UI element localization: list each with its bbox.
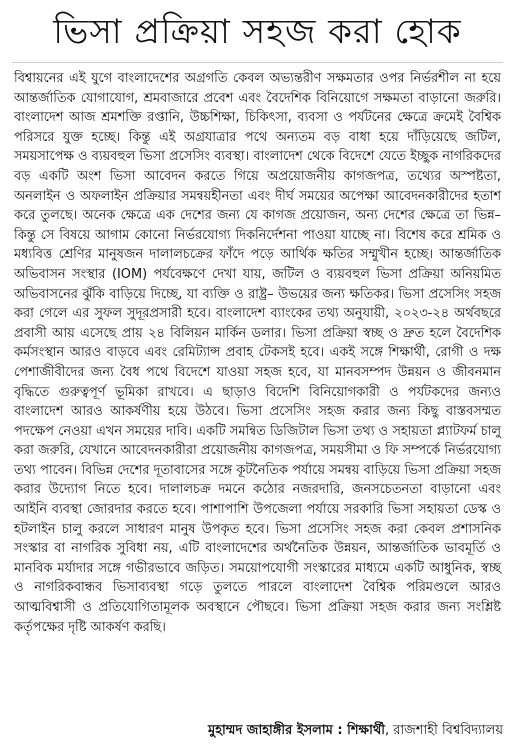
letter-article — [12, 4, 503, 740]
author-role: শিক্ষার্থী — [347, 723, 385, 738]
author-name: মুহাম্মদ জাহাঙ্গীর ইসলাম — [207, 723, 333, 738]
author-institution: , রাজশাহী বিশ্ববিদ্যালয় — [384, 723, 503, 738]
article-title: ভিসা প্রক্রিয়া সহজ করা হোক — [12, 4, 503, 63]
article-body: বিশ্বায়নের এই যুগে বাংলাদেশের অগ্রগতি কেবল অভ্যন্তরীণ সক্ষমতার ওপর নির্ভরশীল না হয়ে আন্তর্জাতিক যোগাযোগ, শ্রমবাজারে প্রবেশ এবং বৈদেশিক বিনিয়োগে সক্ষমতা বাড়ানো জরুরি। বাংলাদেশ আজ শ্রমশক্তি রপ্তানি, উচ্চশিক্ষা, চিকিৎসা, ব্যবসা ও পর্যটনের ক্ষেত্রে ক্রমেই বৈশ্বিক পরিসরে যুক্ত হচ্ছে। কিন্তু এই অগ্রযাত্রার পথে অন্যতম বড় বাধা হয়ে দাঁড়িয়েছে জটিল, সময়সাপেক্ষ ও ব্যয়বহুল ভিসা প্রসেসিং ব্যবস্থা। বাংলাদেশ থেকে বিদেশে যেতে ইচ্ছুক নাগরিকদের বড় একটি অংশ ভিসা আবেদন করতে গিয়ে অপ্রয়োজনীয় কাগজপত্র, তথ্যের অস্পষ্টতা, অনলাইন ও অফলাইন প্রক্রিয়ার সমন্বয়হীনতা এবং দীর্ঘ সময়ের অপেক্ষা আবেদনকারীদের হতাশ করে তুলছে। অনেক ক্ষেত্রে এক দেশের জন্য যে কাগজ প্রয়োজন, অন্য দেশের ক্ষেত্রে তা ভিন্ন– কিন্তু সে বিষয়ে আগাম কোনো নির্ভরযোগ্য দিকনির্দেশনা পাওয়া যাচ্ছে না। বিশেষ করে শ্রমিক ও মধ্যবিত্ত শ্রেণির মানুষজন দালালচক্রের ফাঁদে পড়ে আর্থিক ক্ষতির সম্মুখীন হচ্ছে। আন্তর্জাতিক অভিবাসন সংস্থার (IOM) পর্যবেক্ষণে দেখা যায়, জটিল ও ব্যয়বহুল ভিসা প্রক্রিয়া অনিয়মিত অভিবাসনের ঝুঁকি বাড়িয়ে দিচ্ছে, যা ব্যক্তি ও রাষ্ট্র– উভয়ের জন্য ক্ষতিকর। ভিসা প্রসেসিং সহজ করা গেলে এর সুফল সুদূরপ্রসারী হবে। বাংলাদেশ ব্যাংকের তথ্য অনুযায়ী, ২০২৩-২৪ অর্থবছরে প্রবাসী আয় এসেছে প্রায় ২৪ বিলিয়ন মার্কিন ডলার। ভিসা প্রক্রিয়া স্বচ্ছ ও দ্রুত হলে বৈদেশিক কর্মসংস্থান আরও বাড়বে এবং রেমিট্যান্স প্রবাহ টেকসই হবে। একই সঙ্গে শিক্ষার্থী, রোগী ও দক্ষ পেশাজীবীদের জন্য বৈধ পথে বিদেশে যাওয়া সহজ হবে, যা মানবসম্পদ উন্নয়ন ও জীবনমান বৃদ্ধিতে গুরুত্বপূর্ণ ভূমিকা রাখবে। এ ছাড়াও বিদেশি বিনিয়োগকারী ও পর্যটকদের জন্যও বাংলাদেশ আরও আকর্ষণীয় হয়ে উঠবে। ভিসা প্রসেসিং সহজ করার জন্য কিছু বাস্তবসম্মত পদক্ষেপ নেওয়া এখন সময়ের দাবি। একটি সমন্বিত ডিজিটাল ভিসা তথ্য ও সহায়তা প্ল্যাটফর্ম চালু করা জরুরি, যেখানে আবেদনকারীরা প্রয়োজনীয় কাগজপত্র, সময়সীমা ও ফি সম্পর্কে নির্ভরযোগ্য তথ্য পাবেন। বিভিন্ন দেশের দূতাবাসের সঙ্গে কূটনৈতিক পর্যায়ে সমন্বয় বাড়িয়ে ভিসা প্রক্রিয়া সহজ করার উদ্যোগ নিতে হবে। দালালচক্র দমনে কঠোর নজরদারি, জনসচেতনতা বাড়ানো এবং আইনি ব্যবস্থা জোরদার করতে হবে। পাশাপাশি উপজেলা পর্যায়ে সরকারি ভিসা সহায়তা ডেস্ক ও হটলাইন চালু করলে সাধারণ মানুষ উপকৃত হবে। ভিসা প্রসেসিং সহজ করা কেবল প্রশাসনিক সংস্কার বা নাগরিক সুবিধা নয়, এটি বাংলাদেশের অর্থনৈতিক উন্নয়ন, আন্তর্জাতিক ভাবমূর্তি ও মানবিক মর্যাদার সঙ্গে গভীরভাবে জড়িত। সময়োপযোগী সংস্কারের মাধ্যমে একটি আধুনিক, স্বচ্ছ ও নাগরিকবান্ধব ভিসাব্যবস্থা গড়ে তুলতে পারলে বাংলাদেশ বৈশ্বিক পরিমণ্ডলে আরও আত্মবিশ্বাসী ও প্রতিযোগিতামূলক অবস্থানে পৌছবে। ভিসা প্রক্রিয়া সহজ করার জন্য সংশ্লিষ্ট কর্তৃপক্ষের দৃষ্টি আকর্ষণ করছি। — [14, 71, 501, 635]
author-byline — [208, 722, 503, 740]
author-separator: : — [332, 723, 348, 738]
